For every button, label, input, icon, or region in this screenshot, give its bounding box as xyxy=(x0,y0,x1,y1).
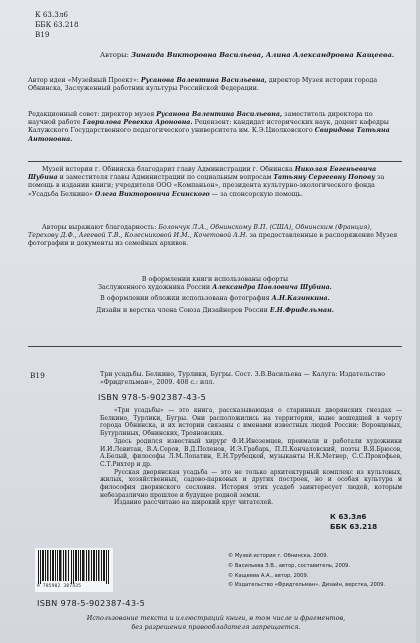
authors-line xyxy=(100,51,394,59)
design-line-2: Заслуженного художника России xyxy=(98,284,211,292)
thanks-text-2: и заместителя главы Администрации по социальным вопросам xyxy=(59,174,272,182)
project-author-name: Русанова Валентина Васильевна, xyxy=(140,77,267,84)
page-edge xyxy=(416,0,420,643)
thanks-text-4: — за спонсорскую помощь. xyxy=(211,190,303,198)
editorial-text-3: Рецензент: кандидат исторических наук, доцент кафедры Калужского Государственного педагогического университета им. К.Э.Циолковского xyxy=(28,119,389,135)
editorial-name-2: Гаврилова Ревекка Ароновна. xyxy=(82,119,193,127)
usage-notice-line-1: Использование текста и иллюстраций книги, в том числе и фрагментов, xyxy=(86,614,346,622)
author-mark-bottom: В19 xyxy=(30,371,45,380)
annotation xyxy=(100,407,402,507)
usage-notice xyxy=(30,614,402,631)
gratitude-block xyxy=(28,224,402,249)
thanks-text-3: за помощь в издании книги; учредителя ООО «Компаньон», президента культурно-экологического фонда «Усадьба Белкино» xyxy=(28,174,385,198)
thanks-name-3: Олега Викторовича Есинского xyxy=(94,190,210,198)
copyright-line: © Васильева З.В., автор, составитель, 2009. xyxy=(228,562,350,569)
copyright-line: © Кащеева А.А., автор, 2009. xyxy=(228,572,309,579)
design-line-4: Дизайн и верстка члена Союза Дизайнеров России xyxy=(96,306,268,314)
annotation-p2: Здесь родился известный хирург Ф.И.Иноземцев, преимали и работали художники И.И.Левитан, В.А.Серов, В.Д.Поленов, И.Э.Грабарь, П.П.Кончаловский, поэты В.Я.Брюсов, А.Белый, философы Л.М.Лопатин, Е.Н.Трубецкой, музыканты Н.К.Метнер, С.С.Прокофьев, С.Т.Рихтер и др. xyxy=(100,437,402,468)
isbn-bottom: ISBN 978-5-902387-43-5 xyxy=(37,598,146,608)
design-line-3: В оформлении обложки использована фотография xyxy=(100,295,270,303)
top-codes xyxy=(35,10,79,40)
design-line-1: В оформлении книги использованы офорты xyxy=(141,276,289,283)
author-mark: В19 xyxy=(35,30,50,39)
thanks-text-1: Музей истории г. Обнинска благодарит главу Администрации г. Обнинска xyxy=(42,166,293,173)
bbk-code-bottom: ББК 63.218 xyxy=(330,521,378,531)
bbk-code: ББК 63.218 xyxy=(35,20,79,29)
divider xyxy=(28,161,402,162)
thanks-name-1: Николая Евгеньевича Шубина xyxy=(28,166,377,182)
editorial-text-1: Редакционный совет: директор музея xyxy=(28,111,155,118)
udc-code-bottom: К 63.3л6 xyxy=(330,512,367,521)
editorial-name-1: Русанова Валентина Васильевна, xyxy=(156,111,283,118)
thanks-name-2: Татьяну Сергеевну Попову xyxy=(273,174,376,182)
annotation-p1: «Три усадьбы» — это книга, рассказывающая о старинных дворянских гнездах — Белкино, Турлики, Бугры. Они расположились на территории, ныне вошедшей в черту города Обнинска, и их истории связаны с именами известных людей России: Воронцовых, Бутурлиных, Обнинских, Трояновских. xyxy=(100,407,402,438)
gratitude-text-1: Авторы выражают благодарность: xyxy=(42,224,157,231)
barcode-bars xyxy=(38,550,110,584)
copyright-line: © Музей истории г. Обнинска, 2009. xyxy=(228,553,329,559)
barcode xyxy=(35,548,113,592)
design-block xyxy=(28,276,402,315)
usage-notice-line-2: без разрешения правообладателя запрещается. xyxy=(131,622,301,631)
authors-names: Зинаида Викторовна Васильева, Алина Александровна Кащеева. xyxy=(131,51,395,59)
thanks-block xyxy=(28,166,402,199)
gratitude-names: Болончук Л.А., Обнинскому В.П. (США), Обнинским (Франция), Терехову Д.Ф., Агеевой Т.В., Колесниковой И.М., Кочетовой А.Н. xyxy=(28,224,372,240)
annotation-p3: Русская дворянская усадьба — это не только архитектурный комплекс из культовых, жилых, хозяйственных, садово-парковых и других построек, но и особая культура и философия дворянского сословия. История этих усадеб заинтересует людей, которым небезразлично прошлое и будущее родной земли. xyxy=(100,468,402,499)
udc-code: К 63.3л6 xyxy=(35,10,68,19)
copyrights xyxy=(228,552,385,591)
authors-label: Авторы: xyxy=(100,51,129,59)
gratitude-text-2: за предоставленные в распоряжение Музея фотографии и документы из семейных архивов. xyxy=(28,232,398,248)
divider xyxy=(28,346,402,347)
design-layout-name: Е.Н.Фридельман. xyxy=(269,306,334,314)
copyright-line: © Издательство «Фридгельман». Дизайн, верстка, 2009. xyxy=(228,582,386,589)
editorial-text-2: заместитель директора по научной работе xyxy=(28,111,373,127)
annotation-p4: Издание рассчитано на широкий круг читателей. xyxy=(114,499,274,507)
bibliographic-entry: Три усадьбы. Белкино, Турлики, Бугры. Сост. З.В.Васильева — Калуга: Издательство «Фридгельман», 2009. 408 с.: илл. xyxy=(100,371,386,387)
design-artist: Александра Павловича Шубина. xyxy=(212,284,332,292)
editorial-name-3: Свиридова Татьяна Антоновна. xyxy=(28,127,390,143)
design-photographer: А.Н.Казинкина. xyxy=(271,295,330,303)
isbn-top: ISBN 978-5-902387-43-5 xyxy=(98,392,207,402)
project-text-2: директор Музея истории города Обнинска, Заслуженный работник культуры Российской Федерации. xyxy=(28,77,378,93)
project-text-1: Автор идеи «Музейный Проект»: xyxy=(28,77,139,84)
codes-right xyxy=(330,512,377,531)
project-author-block xyxy=(28,77,402,93)
editorial-block xyxy=(28,111,402,144)
barcode-digits: 9 785902 387435 xyxy=(37,584,82,589)
